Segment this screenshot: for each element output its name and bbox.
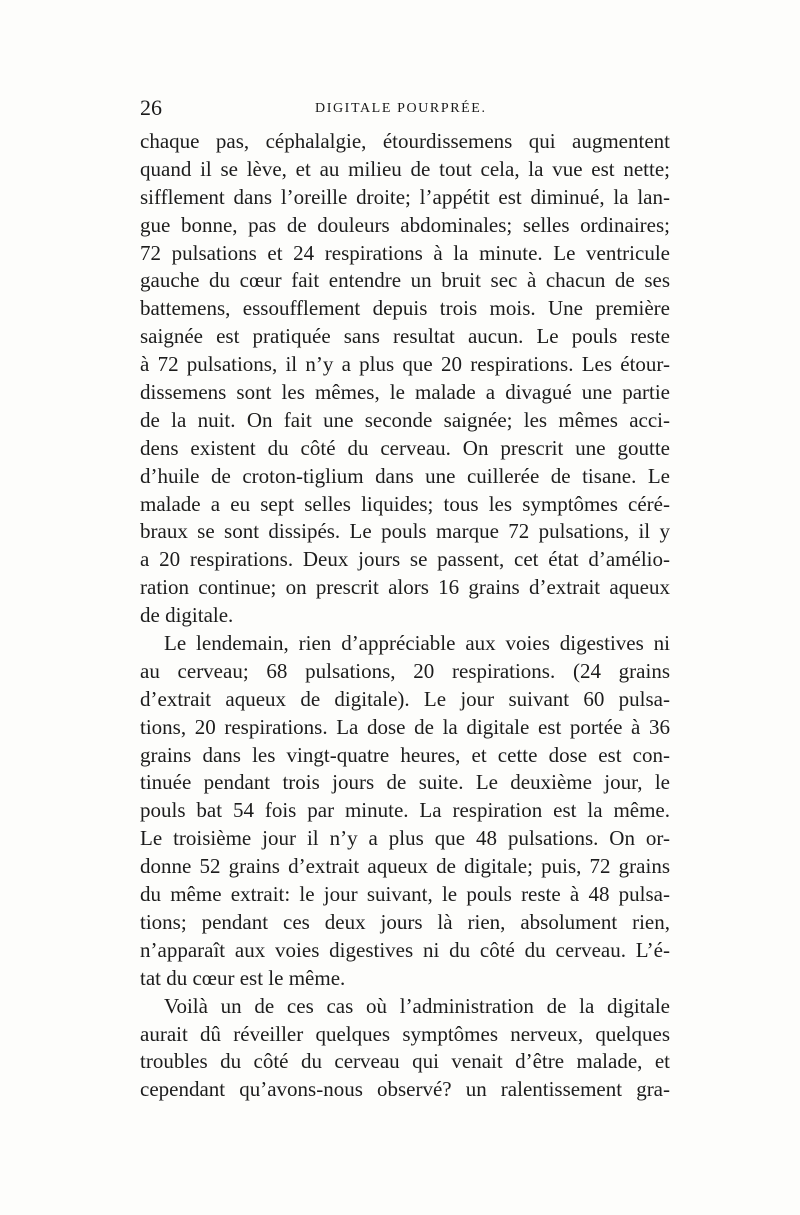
text-line: troubles du côté du cerveau qui venait d’être malade, et: [140, 1049, 670, 1074]
text-line: quand il se lève, et au milieu de tout cela, la vue est nette;: [140, 156, 670, 181]
text-line: chaque pas, céphalalgie, étourdissemens qui augmentent: [140, 129, 670, 153]
text-line: de la nuit. On fait une seconde saignée; les mêmes acci-: [140, 407, 670, 432]
text-line: gue bonne, pas de douleurs abdominales; selles ordinaires;: [140, 212, 670, 237]
page-header: [140, 96, 670, 120]
page-number: 26: [140, 95, 162, 120]
text-line: Voilà un de ces cas où l’administration de la digitale: [164, 993, 670, 1018]
body-text: [140, 128, 670, 1104]
text-line: 72 pulsations et 24 respirations à la minute. Le ventricule: [140, 240, 670, 265]
text-line: tat du cœur est le même.: [140, 965, 346, 990]
text-line: braux se sont dissipés. Le pouls marque 72 pulsations, il y: [140, 519, 670, 544]
text-line: malade a eu sept selles liquides; tous les symptômes céré-: [140, 491, 670, 516]
text-line: Le lendemain, rien d’appréciable aux voies digestives ni: [164, 631, 670, 656]
running-head: DIGITALE POURPRÉE.: [315, 101, 487, 116]
text-line: gauche du cœur fait entendre un bruit sec à chacun de ses: [140, 268, 670, 293]
text-line: du même extrait: le jour suivant, le pouls reste à 48 pulsa-: [140, 882, 670, 907]
text-line: saignée est pratiquée sans resultat aucun. Le pouls reste: [140, 324, 670, 349]
text-line: dissemens sont les mêmes, le malade a divagué une partie: [140, 380, 670, 405]
text-line: pouls bat 54 fois par minute. La respiration est la même.: [140, 798, 670, 823]
text-line: de digitale.: [140, 603, 234, 628]
text-line: dens existent du côté du cerveau. On prescrit une goutte: [140, 435, 670, 460]
text-line: battemens, essoufflement depuis trois mois. Une première: [140, 296, 670, 321]
text-line: sifflement dans l’oreille droite; l’appétit est diminué, la lan-: [140, 184, 670, 209]
text-line: tions; pendant ces deux jours là rien, absolument rien,: [140, 909, 670, 934]
text-line: aurait dû réveiller quelques symptômes nerveux, quelques: [140, 1021, 670, 1046]
text-line: cependant qu’avons-nous observé? un ralentissement gra-: [140, 1077, 670, 1102]
text-line: n’apparaît aux voies digestives ni du côté du cerveau. L’é-: [140, 937, 670, 962]
text-line: Le troisième jour il n’y a plus que 48 pulsations. On or-: [140, 826, 670, 851]
text-line: tinuée pendant trois jours de suite. Le deuxième jour, le: [140, 770, 670, 795]
text-line: donne 52 grains d’extrait aqueux de digitale; puis, 72 grains: [140, 854, 670, 879]
text-line: ration continue; on prescrit alors 16 grains d’extrait aqueux: [140, 575, 670, 600]
text-line: tions, 20 respirations. La dose de la digitale est portée à 36: [140, 714, 670, 739]
text-line: a 20 respirations. Deux jours se passent, cet état d’amélio-: [140, 547, 670, 572]
text-line: grains dans les vingt-quatre heures, et cette dose est con-: [140, 742, 670, 767]
text-line: d’extrait aqueux de digitale). Le jour suivant 60 pulsa-: [140, 686, 670, 711]
text-line: d’huile de croton-tiglium dans une cuillerée de tisane. Le: [140, 463, 670, 488]
text-line: au cerveau; 68 pulsations, 20 respirations. (24 grains: [140, 658, 670, 683]
text-line: à 72 pulsations, il n’y a plus que 20 respirations. Les étour-: [140, 352, 670, 377]
